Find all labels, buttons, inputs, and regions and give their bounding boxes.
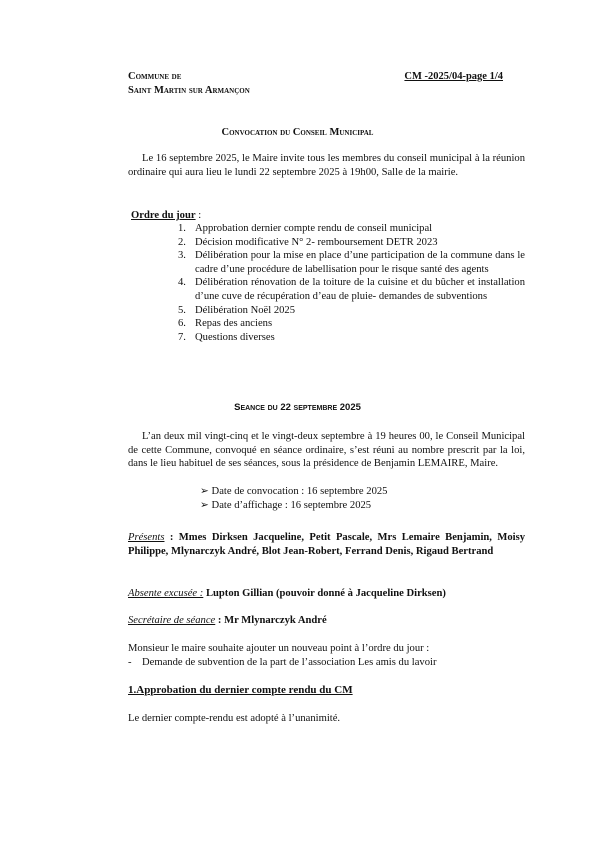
agenda-item-number: 3. xyxy=(178,250,186,262)
agenda-item-text: Approbation dernier compte rendu de conseil municipal xyxy=(195,223,433,234)
agenda-item-text: Décision modificative N° 2- remboursement DETR 2023 xyxy=(195,236,438,248)
agenda-item-number: 2. xyxy=(178,236,186,248)
page-reference: CM -2025/04-page 1/4 xyxy=(404,71,503,82)
arrow-icon: ➢ xyxy=(200,499,209,511)
secretaire-text: : Mr Mlynarczyk André xyxy=(215,615,327,626)
section-1-title: 1.Approbation du dernier compte rendu du CM xyxy=(128,684,353,696)
agenda-item xyxy=(178,222,525,236)
date-item-text: Date d’affichage : 16 septembre 2025 xyxy=(211,499,372,511)
arrow-icon: ➢ xyxy=(200,486,209,497)
absente-paragraph xyxy=(128,587,525,601)
commune-line-1: Commune de xyxy=(128,71,182,82)
agenda-item-text: Repas des anciens xyxy=(195,318,273,330)
secretaire-paragraph xyxy=(128,614,525,628)
agenda-item-number: 1. xyxy=(178,223,186,234)
agenda-item xyxy=(178,331,525,345)
agenda-item-text: Questions diverses xyxy=(195,331,275,343)
agenda-item-text: Délibération Noël 2025 xyxy=(195,304,296,316)
agenda-item xyxy=(178,304,525,318)
agenda-item xyxy=(178,236,525,250)
agenda-heading xyxy=(131,209,528,223)
added-agenda-item xyxy=(128,656,525,670)
agenda-item-number: 5. xyxy=(178,304,186,316)
seance-intro: L’an deux mil vingt-cinq et le vingt-deux septembre à 19 heures 00, le Conseil Municipal de cette Commune, convoqué en séance ordinaire, s’est réuni au nombre prescrit par la loi, dans le lieu habituel de ses séances, sous la présidence de Benjamin LEMAIRE, Maire. xyxy=(128,431,525,470)
date-item xyxy=(200,499,387,513)
agenda-item xyxy=(178,276,525,303)
section-1-text: Le dernier compte-rendu est adopté à l’unanimité. xyxy=(128,713,341,724)
convocation-title: Convocation du Conseil Municipal xyxy=(221,127,374,138)
agenda-item-number: 6. xyxy=(178,318,186,330)
agenda-item-number: 4. xyxy=(178,277,186,289)
added-agenda-item-text: Demande de subvention de la part de l’association Les amis du lavoir xyxy=(142,657,437,668)
convocation-intro: Le 16 septembre 2025, le Maire invite tous les membres du conseil municipal à la réunion ordinaire qui aura lieu le lundi 22 septembre 2025 à 19h00, Salle de la mairie. xyxy=(128,153,525,178)
agenda-label: Ordre du jour xyxy=(131,210,196,221)
presents-paragraph xyxy=(128,531,525,558)
seance-title: Seance du 22 septembre 2025 xyxy=(234,402,361,413)
presents-text: : Mmes Dirksen Jacqueline, Petit Pascale, Mrs Lemaire Benjamin, Moisy Philippe, Mlynarczyk André, Blot Jean-Robert, Ferrand Denis, Rigaud Bertrand xyxy=(128,532,525,557)
absente-text: Lupton Gillian (pouvoir donné à Jacqueline Dirksen) xyxy=(203,588,446,599)
agenda-item-number: 7. xyxy=(178,331,186,343)
commune-header xyxy=(128,70,250,98)
agenda-item xyxy=(178,249,525,276)
commune-line-2: Saint Martin sur Armançon xyxy=(128,85,250,96)
maire-note: Monsieur le maire souhaite ajouter un nouveau point à l’ordre du jour : xyxy=(128,643,430,654)
agenda-item xyxy=(178,317,525,331)
agenda-item-text: Délibération rénovation de la toiture de la cuisine et du bûcher et installation d’une cuve de récupération d’eau de pluie- demandes de subventions xyxy=(195,277,525,302)
secretaire-label: Secrétaire de séance xyxy=(128,615,216,626)
agenda-list xyxy=(178,222,525,344)
agenda-item-text: Délibération pour la mise en place d’une participation de la commune dans le cadre d’une procédure de labellisation pour le risque santé des agents xyxy=(195,250,525,275)
date-item-text: Date de convocation : 16 septembre 2025 xyxy=(211,486,388,497)
agenda-colon: : xyxy=(195,210,202,221)
dash-marker: - xyxy=(128,657,132,668)
dates-list xyxy=(200,485,387,512)
presents-label: Présents xyxy=(128,532,165,543)
date-item xyxy=(200,485,387,499)
absente-label: Absente excusée : xyxy=(128,588,204,599)
